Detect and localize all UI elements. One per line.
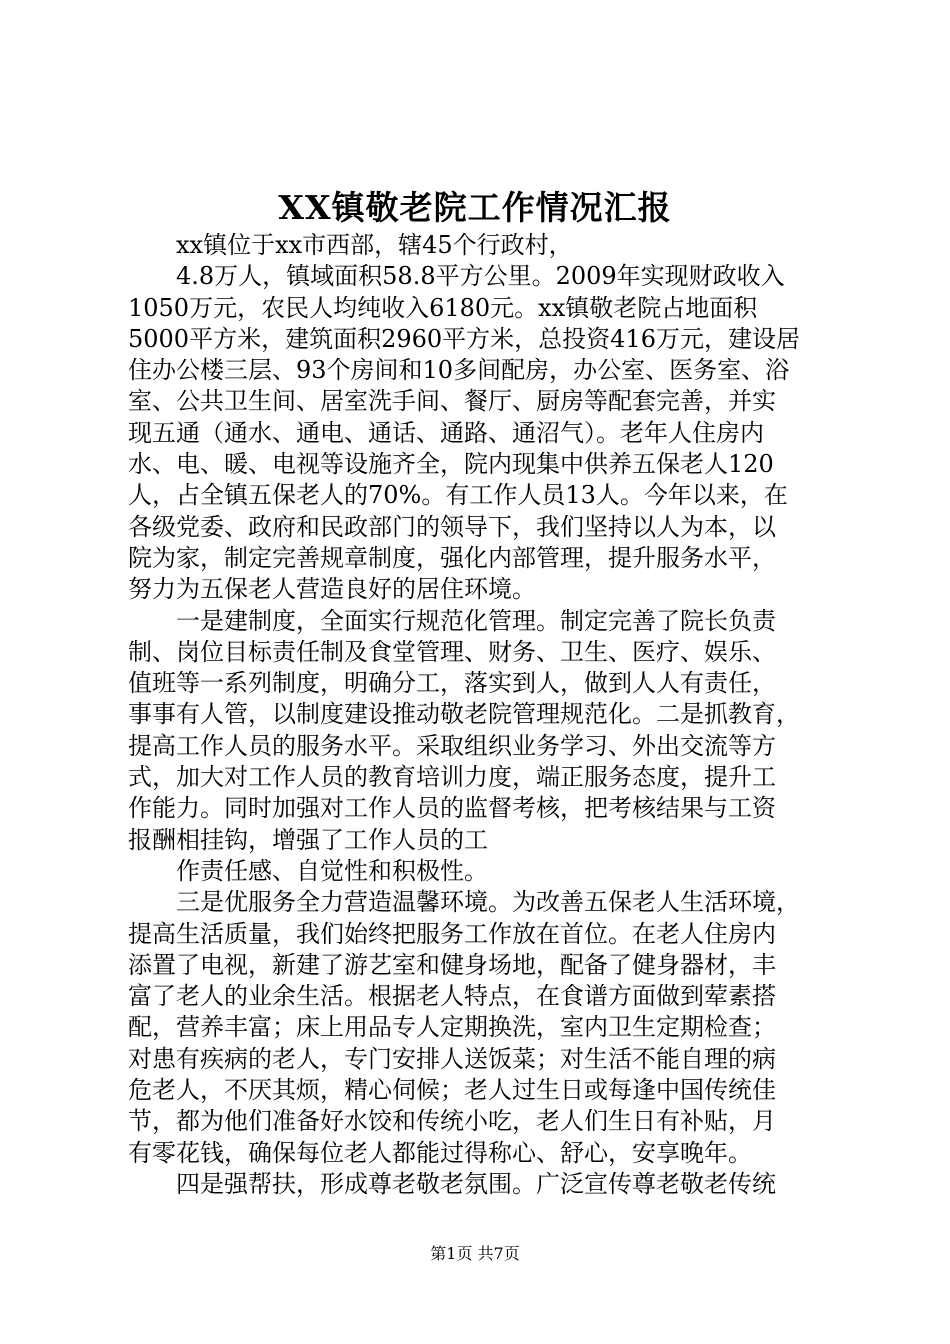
text-line: 危老人，不厌其烦，精心伺候；老人过生日或每逢中国传统佳: [128, 1076, 776, 1105]
text-line: 四是强帮扶，形成尊老敬老氛围。广泛宣传尊老敬老传统: [176, 1169, 776, 1198]
text-line: 节，都为他们准备好水饺和传统小吃，老人们生日有补贴，月: [128, 1107, 776, 1136]
text-line: 4.8万人，镇域面积58.8平方公里。2009年实现财政收入: [176, 262, 785, 291]
text-line: 富了老人的业余生活。根据老人特点，在食谱方面做到荤素搭: [128, 982, 776, 1011]
text-line: 水、电、暖、电视等设施齐全，院内现集中供养五保老人120: [128, 450, 774, 479]
text-line: 提高生活质量，我们始终把服务工作放在首位。在老人住房内: [128, 919, 776, 948]
text-line: 报酬相挂钩，增强了工作人员的工: [128, 825, 488, 854]
text-line: 提高工作人员的服务水平。采取组织业务学习、外出交流等方: [128, 731, 776, 760]
text-line: xx镇位于xx市西部，辖45个行政村，: [176, 231, 573, 259]
text-line: 院为家，制定完善规章制度，强化内部管理，提升服务水平，: [128, 543, 776, 572]
page-footer: 第1页 共7页: [430, 1244, 520, 1263]
text-line: 三是优服务全力营造温馨环境。为改善五保老人生活环境，: [176, 888, 800, 917]
text-line: 一是建制度，全面实行规范化管理。制定完善了院长负责: [176, 606, 776, 635]
text-line: 作责任感、自觉性和积极性。: [176, 856, 488, 885]
text-line: 事事有人管，以制度建设推动敬老院管理规范化。二是抓教育，: [128, 700, 800, 729]
page-title: XX镇敬老院工作情况汇报: [278, 188, 672, 227]
text-line: 配，营养丰富；床上用品专人定期换洗，室内卫生定期检查；: [128, 1013, 776, 1042]
text-line: 值班等一系列制度，明确分工，落实到人，做到人人有责任，: [128, 669, 776, 698]
text-line: 住办公楼三层、93个房间和10多间配房，办公室、医务室、浴: [128, 356, 790, 385]
text-line: 添置了电视，新建了游艺室和健身场地，配备了健身器材，丰: [128, 950, 776, 979]
text-line: 努力为五保老人营造良好的居住环境。: [128, 575, 536, 604]
text-line: 各级党委、政府和民政部门的领导下，我们坚持以人为本，以: [128, 512, 776, 541]
text-line: 对患有疾病的老人，专门安排人送饭菜；对生活不能自理的病: [128, 1044, 776, 1073]
text-line: 有零花钱，确保每位老人都能过得称心、舒心，安享晚年。: [128, 1138, 752, 1167]
text-line: 现五通（通水、通电、通话、通路、通沼气）。老年人住房内: [128, 418, 764, 447]
text-line: 1050万元，农民人均纯收入6180元。xx镇敬老院占地面积: [128, 293, 758, 322]
text-line: 室、公共卫生间、居室洗手间、餐厅、厨房等配套完善，并实: [128, 387, 776, 416]
text-line: 人，占全镇五保老人的70%。有工作人员13人。今年以来，在: [128, 481, 788, 510]
text-line: 5000平方米，建筑面积2960平方米，总投资416万元，建设居: [128, 324, 800, 353]
text-line: 作能力。同时加强对工作人员的监督考核，把考核结果与工资: [128, 794, 776, 823]
text-line: 制、岗位目标责任制及食堂管理、财务、卫生、医疗、娱乐、: [128, 637, 776, 666]
body-text: [128, 230, 840, 1200]
text-line: 式，加大对工作人员的教育培训力度，端正服务态度，提升工: [128, 763, 776, 792]
